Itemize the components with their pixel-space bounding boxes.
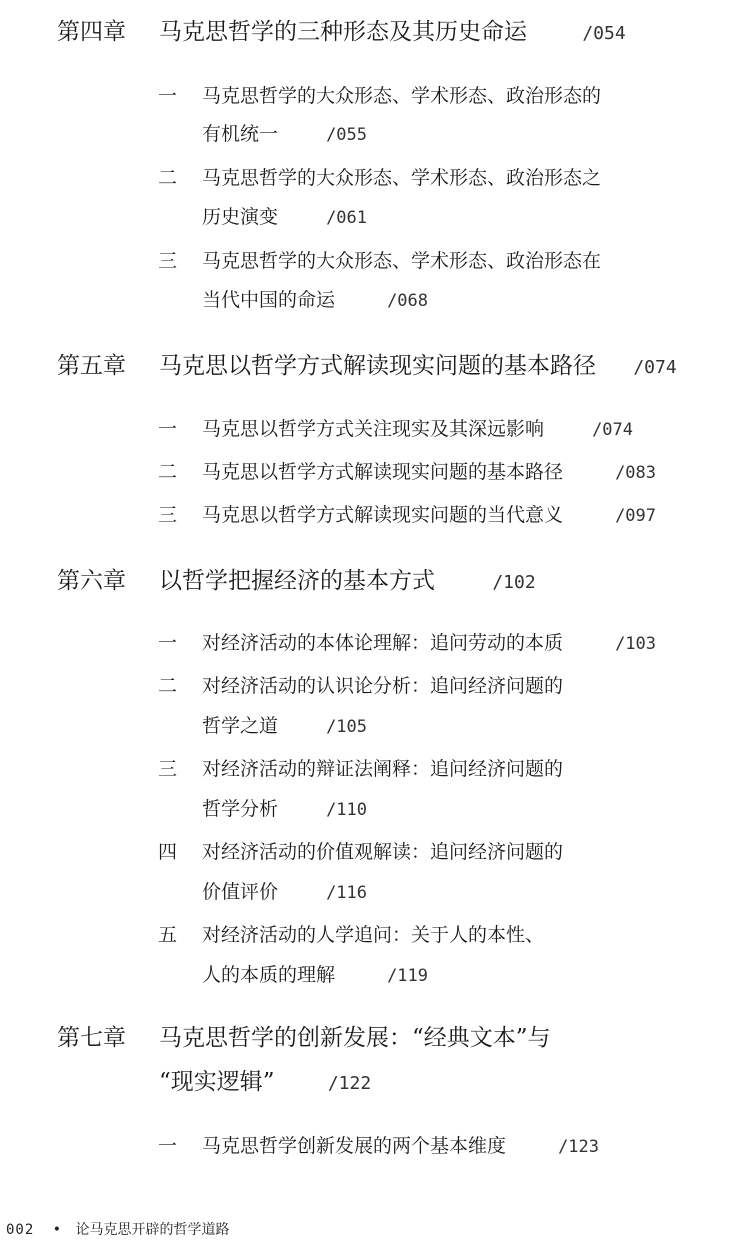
chapter-number: 第五章 (57, 353, 126, 379)
page-ref: /105 (326, 717, 368, 737)
page-ref: /068 (387, 291, 429, 311)
section-title: 马克思以哲学方式解读现实问题的当代意义 (202, 504, 564, 526)
page-ref: /083 (615, 463, 657, 483)
section-title-cont: 哲学之道 (202, 715, 279, 737)
section-title: 马克思哲学创新发展的两个基本维度 (202, 1135, 507, 1157)
chapter-title: 马克思哲学的创新发展：“经典文本”与 (159, 1025, 551, 1051)
page-ref: /122 (327, 1073, 372, 1094)
page-ref: /119 (387, 966, 429, 986)
footer-page-number: 002 (6, 1222, 35, 1238)
chapter-number: 第四章 (57, 19, 126, 45)
page-ref: /123 (558, 1137, 600, 1157)
section-title: 马克思哲学的大众形态、学术形态、政治形态之 (202, 167, 602, 189)
chapter-title: 马克思以哲学方式解读现实问题的基本路径 (159, 353, 596, 379)
section-number: 五 (158, 924, 178, 946)
section-number: 三 (158, 758, 178, 780)
section-number: 一 (158, 1135, 178, 1157)
section-number: 二 (158, 461, 178, 483)
section-number: 二 (158, 167, 178, 189)
section-number: 三 (158, 250, 178, 272)
section-number: 四 (158, 841, 178, 863)
footer-bullet: • (52, 1222, 62, 1238)
section-title: 对经济活动的人学追问：关于人的本性、 (202, 924, 545, 946)
chapter-title-cont: “现实逻辑” (159, 1069, 275, 1095)
page-ref: /074 (592, 420, 634, 440)
page-ref: /110 (326, 800, 368, 820)
section-number: 一 (158, 632, 178, 654)
section-title-cont: 历史演变 (202, 206, 279, 228)
section-title: 马克思以哲学方式关注现实及其深远影响 (202, 418, 545, 440)
section-title: 马克思哲学的大众形态、学术形态、政治形态在 (202, 250, 602, 272)
section-title: 对经济活动的价值观解读：追问经济问题的 (202, 841, 564, 863)
section-title: 对经济活动的辩证法阐释：追问经济问题的 (202, 758, 564, 780)
section-title: 马克思以哲学方式解读现实问题的基本路径 (202, 461, 564, 483)
page-ref: /103 (615, 634, 657, 654)
section-title-cont: 人的本质的理解 (202, 964, 336, 986)
page-ref: /061 (326, 208, 368, 228)
section-title-cont: 有机统一 (202, 123, 279, 145)
section-number: 三 (158, 504, 178, 526)
page-ref: /054 (582, 23, 626, 44)
footer-book-title: 论马克思开辟的哲学道路 (75, 1222, 230, 1238)
chapter-title: 马克思哲学的三种形态及其历史命运 (159, 19, 527, 45)
section-title-cont: 价值评价 (202, 881, 279, 903)
section-title: 对经济活动的认识论分析：追问经济问题的 (202, 675, 564, 697)
page-ref: /097 (615, 506, 657, 526)
section-number: 一 (158, 85, 178, 107)
page-footer (6, 1219, 229, 1239)
chapter-number: 第七章 (57, 1025, 126, 1051)
section-title: 对经济活动的本体论理解：追问劳动的本质 (202, 632, 564, 654)
page-ref: /055 (326, 125, 368, 145)
section-title: 马克思哲学的大众形态、学术形态、政治形态的 (202, 85, 602, 107)
section-number: 二 (158, 675, 178, 697)
page-ref: /116 (326, 883, 368, 903)
chapter-number: 第六章 (57, 568, 126, 594)
page-ref: /074 (633, 357, 677, 378)
page-ref: /102 (492, 572, 536, 593)
chapter-title: 以哲学把握经济的基本方式 (159, 568, 435, 594)
section-number: 一 (158, 418, 178, 440)
section-title-cont: 哲学分析 (202, 798, 279, 820)
section-title-cont: 当代中国的命运 (202, 289, 336, 311)
